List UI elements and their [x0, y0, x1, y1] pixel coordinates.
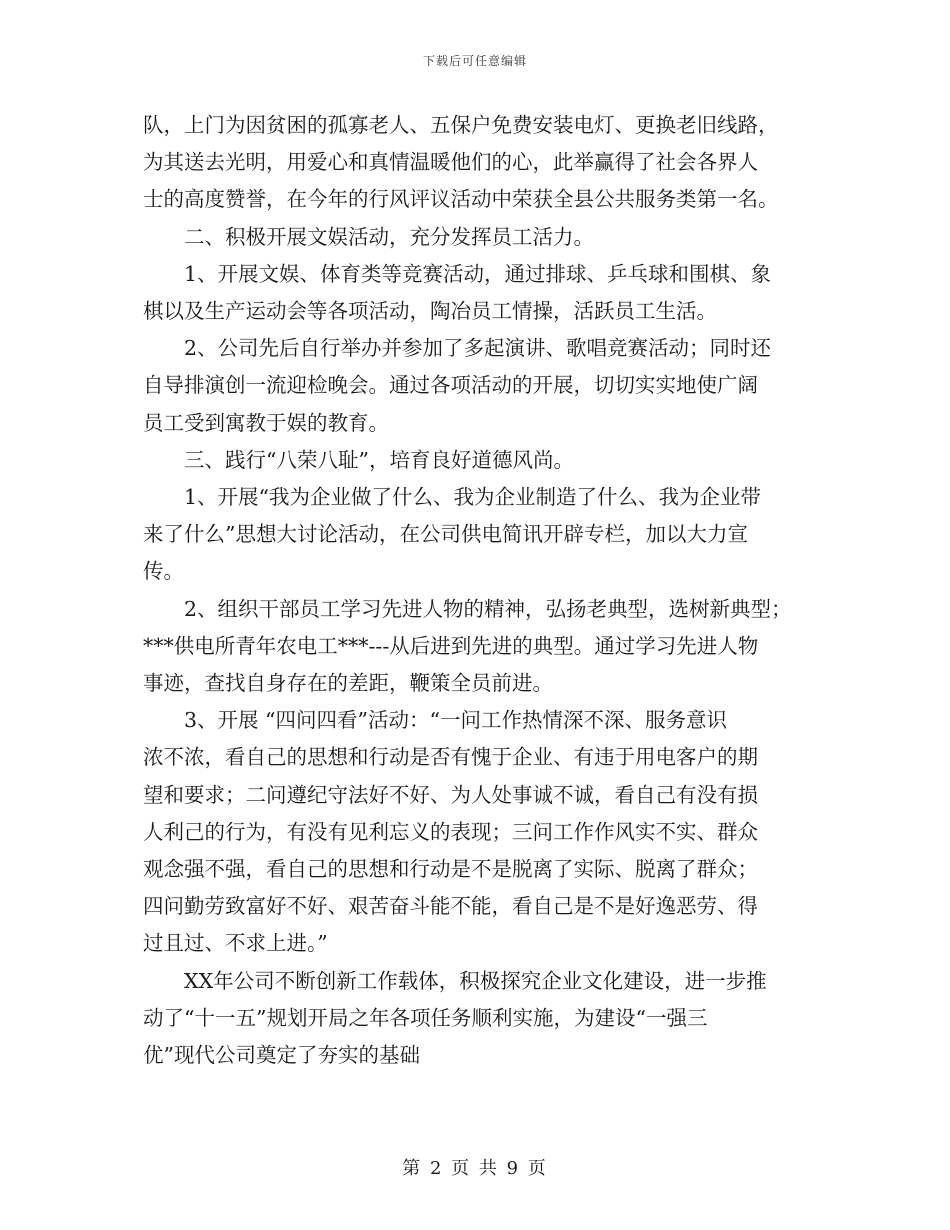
document-body [143, 107, 813, 1074]
text-line: 观念强不强，看自己的思想和行动是不是脱离了实际、脱离了群众； [143, 857, 758, 882]
paragraph [143, 479, 813, 591]
text-line: 四问勤劳致富好不好、艰苦奋斗能不能，看自己是不是好逸恶劳、得 [143, 894, 758, 919]
paragraph [143, 963, 813, 1075]
text-line: 优”现代公司奠定了夯实的基础 [143, 1043, 420, 1068]
page-number: 第 2 页 共 9 页 [402, 1158, 548, 1179]
text-line: 员工受到寓教于娱的教育。 [143, 410, 389, 435]
text-line: 棋以及生产运动会等各项活动，陶冶员工情操，活跃员工生活。 [143, 299, 717, 324]
paragraph [143, 702, 813, 962]
text-line: 三、践行“八荣八耻”，培育良好道德风尚。 [184, 447, 574, 472]
text-line: 望和要求；二问遵纪守法好不好、为人处事诚不诚，看自己有没有损 [143, 782, 758, 807]
text-line: 1、开展文娱、体育类等竞赛活动，通过排球、乒乓球和围棋、象 [184, 261, 772, 286]
text-line: 人利己的行为，有没有见利忘义的表现；三问工作作风实不实、群众 [143, 819, 758, 844]
text-line: 二、积极开展文娱活动，充分发挥员工活力。 [184, 224, 594, 249]
text-line: 为其送去光明，用爱心和真情温暖他们的心，此举赢得了社会各界人 [143, 150, 758, 175]
text-line: 事迹，查找自身存在的差距，鞭策全员前进。 [143, 671, 553, 696]
text-line: 2、公司先后自行举办并参加了多起演讲、歌唱竞赛活动；同时还 [184, 336, 772, 361]
text-line: 士的高度赞誉，在今年的行风评议活动中荣获全县公共服务类第一名。 [143, 187, 779, 212]
text-line: 动了“十一五”规划开局之年各项任务顺利实施，为建设“一强三 [143, 1005, 708, 1030]
page-header: 下载后可任意编辑 [422, 54, 527, 68]
text-line: 自导排演创一流迎检晚会。通过各项活动的开展，切切实实地使广阔 [143, 373, 758, 398]
text-line: 传。 [143, 559, 184, 584]
section-heading [143, 219, 813, 256]
text-line: XX年公司不断创新工作载体，积极探究企业文化建设，进一步推 [184, 968, 767, 993]
text-line: 3、开展 “四问四看”活动：“一问工作热情深不深、服务意识 [184, 708, 727, 733]
text-line: ***供电所青年农电工***---从后进到先进的典型。通过学习先进人物 [143, 633, 759, 658]
text-line: 来了什么”思想大讨论活动，在公司供电简讯开辟专栏，加以大力宣 [143, 522, 748, 547]
section-heading [143, 442, 813, 479]
paragraph [143, 107, 813, 219]
text-line: 队，上门为因贫困的孤寡老人、五保户免费安装电灯、更换老旧线路， [143, 113, 779, 137]
paragraph [143, 256, 813, 330]
paragraph [143, 591, 813, 703]
text-line: 1、开展“我为企业做了什么、我为企业制造了什么、我为企业带 [184, 485, 762, 510]
text-line: 浓不浓，看自己的思想和行动是否有愧于企业、有违于用电客户的期 [143, 745, 758, 770]
text-line: 过且过、不求上进。” [143, 931, 328, 956]
text-line: 2、组织干部员工学习先进人物的精神，弘扬老典型，选树新典型； [184, 596, 792, 621]
paragraph [143, 330, 813, 442]
